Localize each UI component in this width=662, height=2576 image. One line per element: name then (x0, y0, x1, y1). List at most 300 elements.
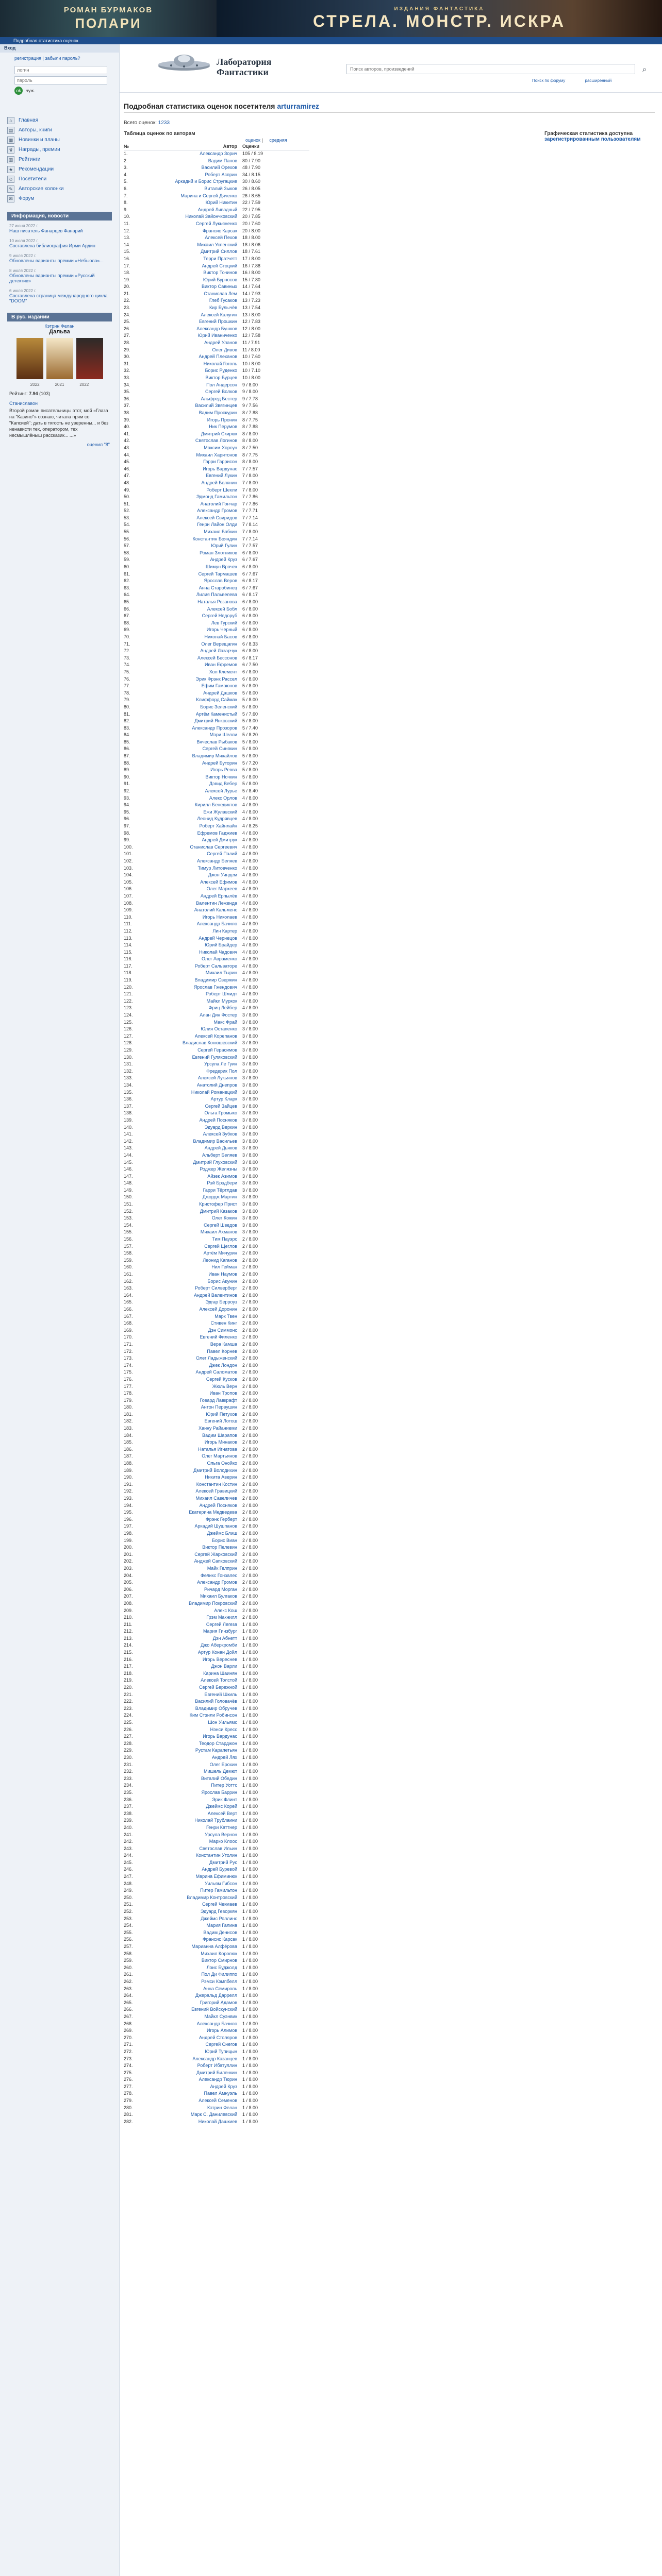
author-link[interactable]: Алексей Калугин (201, 312, 237, 317)
author-link[interactable]: Михаил Ахманов (200, 1229, 237, 1235)
author-link[interactable]: Валентин Леженда (196, 900, 237, 906)
author-link[interactable]: Артур Конан Дойл (197, 1650, 237, 1655)
author-link[interactable]: Сергей Лукьяненко (195, 221, 237, 226)
author-link[interactable]: Роджер Желязны (200, 1166, 237, 1172)
author-link[interactable]: Нил Гейман (211, 1264, 237, 1270)
author-link[interactable]: Лилия Пальвелева (196, 592, 237, 598)
author-link[interactable]: Алексей Ефимов (200, 879, 237, 885)
author-link[interactable]: Кристофер Прист (199, 1201, 237, 1207)
author-link[interactable]: Сергей Шведов (204, 1222, 237, 1228)
author-link[interactable]: Андрей Столяров (198, 2035, 237, 2040)
author-link[interactable]: Роберт Шекли (206, 487, 237, 493)
author-link[interactable]: Дмитрий Биленкин (196, 2070, 237, 2075)
author-link[interactable]: Евгений Шкиль (204, 1691, 237, 1697)
author-link[interactable]: Роберт Асприн (205, 172, 237, 177)
author-link[interactable]: Андрей Дмитрук (202, 837, 237, 843)
author-link[interactable]: Андрей Лазарчук (200, 648, 237, 654)
author-link[interactable]: Джеральд Даррелл (195, 1993, 237, 1998)
author-link[interactable]: Уильям Гибсон (205, 1880, 237, 1886)
author-link[interactable]: Питер Гамильтон (200, 1888, 237, 1893)
menu-item-recommendations[interactable] (7, 164, 112, 174)
author-link[interactable]: Урсула Ле Гуин (204, 1061, 237, 1067)
author-link[interactable]: Шимун Врочек (206, 564, 237, 570)
author-link[interactable]: Андрей Дашков (203, 690, 237, 696)
author-link[interactable]: Екатерина Медведева (189, 1510, 237, 1515)
author-link[interactable]: Пол Ди Филиппо (201, 1972, 237, 1977)
author-link[interactable]: Андрей Чернецов (198, 935, 237, 941)
author-link[interactable]: Алексей Толстой (201, 1677, 237, 1683)
author-link[interactable]: Карина Шаинян (203, 1670, 237, 1676)
news-item[interactable] (9, 289, 110, 303)
author-link[interactable]: Анна Старобинец (198, 585, 237, 590)
author-link[interactable]: Александр Тюрин (198, 2077, 237, 2082)
book-cover[interactable] (76, 338, 103, 379)
author-link[interactable]: Александр Прозоров (192, 725, 237, 731)
author-link[interactable]: Анатолий Кальменс (194, 907, 237, 913)
author-link[interactable]: Хол Клемент (209, 669, 237, 674)
author-link[interactable]: Сергей Жарковский (194, 1551, 237, 1557)
author-link[interactable]: Игорь Пронин (207, 417, 237, 422)
author-link[interactable]: Роберт Хайнлайн (199, 823, 237, 828)
author-link[interactable]: Алексей Доронин (199, 1306, 237, 1312)
author-link[interactable]: Эдгар Берроуз (205, 1299, 237, 1305)
top-banner[interactable] (0, 0, 662, 37)
author-link[interactable]: Майкл Суэнвик (204, 2013, 237, 2019)
author-link[interactable]: Александр Бачило (196, 921, 237, 927)
author-link[interactable]: Николай Зайончковский (185, 214, 237, 219)
author-link[interactable]: Борис Зеленский (200, 704, 237, 709)
author-link[interactable]: Макс Фрай (213, 1019, 237, 1025)
author-link[interactable]: Сергей Снегов (205, 2042, 237, 2047)
news-item[interactable] (9, 239, 110, 248)
author-link[interactable]: Фредерик Пол (206, 1068, 237, 1074)
author-link[interactable]: Марк Твен (214, 1313, 237, 1319)
author-link[interactable]: Марина и Сергей Дяченко (180, 193, 237, 198)
author-link[interactable]: Лоис Буджолд (206, 1964, 237, 1970)
author-link[interactable]: Сергей Чекмаев (202, 1902, 237, 1907)
author-link[interactable]: Игорь Минаков (204, 1439, 237, 1445)
author-link[interactable]: Василий Орехов (201, 165, 237, 171)
author-link[interactable]: Сергей Щеглов (204, 1243, 237, 1249)
author-link[interactable]: Мэри Шелли (209, 732, 237, 738)
author-link[interactable]: Иван Ефремов (204, 662, 237, 668)
news-item[interactable] (9, 224, 110, 233)
author-link[interactable]: Дмитрий Казаков (200, 1208, 237, 1214)
author-link[interactable]: Франсис Карсак (202, 228, 237, 233)
author-link[interactable]: Николай Дашкиев (198, 2119, 237, 2124)
author-link[interactable]: Игорь Вардунас (203, 1734, 237, 1739)
author-link[interactable]: Алексей Гравицкий (195, 1488, 237, 1494)
author-link[interactable]: Александр Казанцев (192, 2056, 237, 2061)
author-link[interactable]: Виктор Савиных (202, 284, 237, 290)
author-link[interactable]: Сергей Недоруб (202, 613, 237, 619)
author-link[interactable]: Игорь Алимов (206, 2028, 237, 2033)
author-link[interactable]: Юрий Никитин (205, 200, 237, 206)
author-link[interactable]: Артур Кларк (210, 1096, 237, 1102)
author-link[interactable]: Дмитрий Силлов (201, 249, 237, 255)
author-link[interactable]: Александр Громов (197, 508, 237, 514)
author-link[interactable]: Ханну Райаниеми (198, 1426, 237, 1431)
author-link[interactable]: Станислав Лем (204, 291, 237, 296)
author-link[interactable]: Алекс Орлов (209, 795, 237, 801)
author-link[interactable]: Виктор Ночкин (205, 774, 237, 779)
site-logo-text[interactable]: Лаборатория Фантастики (217, 57, 272, 77)
author-link[interactable]: Олег Мартьянов (202, 1453, 237, 1459)
author-link[interactable]: Павел Амнуэль (204, 2091, 237, 2096)
search-input[interactable] (346, 64, 635, 74)
author-link[interactable]: Алан Дин Фостер (200, 1012, 237, 1018)
author-link[interactable]: Роберт Ибатуллин (197, 2063, 237, 2069)
author-link[interactable]: Жюль Верн (212, 1383, 237, 1389)
author-link[interactable]: Алексей Семенов (198, 2098, 237, 2104)
author-link[interactable]: Михаил Бабкин (204, 529, 237, 535)
author-link[interactable]: Вадим Панов (208, 158, 237, 163)
author-link[interactable]: Иван Тропов (209, 1391, 237, 1396)
author-link[interactable]: Джеймс Корей (206, 1804, 237, 1809)
author-link[interactable]: Юрий Петухов (206, 1411, 237, 1417)
ad-book[interactable] (9, 324, 110, 335)
author-link[interactable]: Алексей Зубков (203, 1131, 237, 1137)
remember-label[interactable]: чуж. (26, 88, 35, 93)
author-link[interactable]: Алекс Кош (214, 1607, 237, 1613)
banner-ad-right[interactable] (217, 0, 662, 37)
author-link[interactable]: Леонид Каганов (203, 1257, 237, 1263)
news-item[interactable] (9, 253, 110, 263)
author-link[interactable]: Евгений Войскунский (191, 2007, 237, 2012)
author-link[interactable]: Альфред Бестер (201, 396, 237, 401)
forum-search-link[interactable]: Поиск по форуму (532, 78, 566, 83)
author-link[interactable]: Александр Зорич (200, 151, 237, 156)
author-link[interactable]: Терри Пратчетт (203, 256, 237, 261)
author-link[interactable]: Игорь Вереснев (202, 1656, 237, 1662)
author-link[interactable]: Рустам Карапетьян (195, 1748, 237, 1753)
author-link[interactable]: Лин Картер (212, 928, 237, 934)
author-link[interactable]: Андрей Лях (211, 1754, 237, 1760)
ad-title[interactable]: Дальва (49, 329, 70, 335)
author-link[interactable]: Майкл Муркок (206, 998, 237, 1004)
author-link[interactable]: Виталий Обедин (201, 1775, 237, 1781)
author-link[interactable]: Джо Аберкромби (201, 1642, 237, 1648)
author-link[interactable]: Владимир Васильев (193, 1138, 237, 1144)
author-link[interactable]: Марианна Алфёрова (191, 1944, 237, 1949)
author-link[interactable]: Роберт Силверберг (195, 1285, 237, 1291)
sort-by-average[interactable]: средняя (269, 138, 287, 143)
author-link[interactable]: Кэтрин Фелан (207, 2105, 237, 2110)
author-link[interactable]: Наталья Резанова (197, 599, 237, 604)
author-link[interactable]: Александр Беляев (196, 858, 237, 863)
login-input[interactable] (14, 66, 107, 74)
author-link[interactable]: Святослав Логинов (195, 438, 237, 444)
banner-ad-left[interactable] (0, 0, 217, 37)
news-link[interactable]: Наш писатель Фанарцев Фанарий (9, 228, 83, 233)
author-link[interactable]: Джеймс Роллинс (201, 1916, 237, 1921)
author-link[interactable]: Ярослав Гжендович (193, 984, 237, 990)
author-link[interactable]: Николай Басов (204, 634, 237, 639)
author-link[interactable]: Олег Верещагин (201, 641, 237, 647)
sort-by-count[interactable]: оценок (245, 138, 260, 143)
menu-item-awards[interactable] (7, 145, 112, 155)
author-link[interactable]: Алексей Бессонов (197, 655, 237, 660)
author-link[interactable]: Анна Семироль (203, 1986, 237, 1991)
author-link[interactable]: Грэм Макнилл (206, 1615, 237, 1620)
author-link[interactable]: Антон Первушин (201, 1404, 237, 1410)
author-link[interactable]: Дэвид Вебер (209, 781, 237, 787)
author-link[interactable]: Владимир Обручев (195, 1705, 237, 1711)
author-link[interactable]: Рэмси Кэмпбелл (201, 1978, 237, 1984)
menu-item-home[interactable] (7, 115, 112, 125)
author-link[interactable]: Юрий Гулин (211, 543, 237, 549)
author-link[interactable]: Виктор Смирнов (201, 1958, 237, 1963)
author-link[interactable]: Мария Галина (206, 1923, 237, 1928)
book-cover[interactable] (46, 338, 73, 379)
author-link[interactable]: Борис Виан (212, 1537, 237, 1543)
author-link[interactable]: Владимир Свержин (194, 977, 237, 983)
author-link[interactable]: Роман Злотников (200, 550, 237, 555)
author-link[interactable]: Сергей Герасимов (197, 1047, 237, 1053)
author-link[interactable]: Сергей Тармашев (198, 571, 237, 577)
author-link[interactable]: Дмитрий Глуховский (193, 1159, 237, 1165)
author-link[interactable]: Кирилл Бенедиктов (194, 802, 237, 808)
menu-item-columns[interactable] (7, 184, 112, 194)
author-link[interactable]: Сергей Зайцев (205, 1103, 237, 1109)
ufo-logo-icon[interactable] (156, 50, 212, 76)
author-link[interactable]: Шон Уильямс (208, 1720, 237, 1725)
menu-item-authors[interactable] (7, 125, 112, 135)
author-link[interactable]: Андрей Посняков (199, 1502, 237, 1508)
author-link[interactable]: Вадим Денисов (203, 1929, 237, 1935)
author-link[interactable]: Олег Ладыженский (195, 1355, 237, 1361)
author-link[interactable]: Мария Гинзбург (203, 1629, 237, 1634)
author-link[interactable]: Ким Стэнли Робинсон (189, 1713, 237, 1718)
author-link[interactable]: Михаил Королюк (201, 1951, 237, 1956)
author-link[interactable]: Александр Бачило (196, 2021, 237, 2026)
news-link[interactable]: Составлена страница международного цикла "DOOM" (9, 293, 108, 303)
author-link[interactable]: Никита Аверин (205, 1475, 237, 1480)
comment-user[interactable]: Станиславон (9, 401, 38, 406)
author-link[interactable]: Алексей Лурье (205, 788, 237, 794)
advanced-search-link[interactable]: расширенный (585, 78, 612, 83)
author-link[interactable]: Нэнси Кресс (210, 1726, 237, 1732)
author-link[interactable]: Евгений Прошкин (198, 319, 237, 325)
author-link[interactable]: Виктор Бурцев (205, 375, 237, 380)
author-link[interactable]: Лев Гурский (211, 620, 237, 625)
author-link[interactable]: Стивен Кинг (210, 1320, 237, 1326)
author-link[interactable]: Альберт Беляев (202, 1152, 237, 1158)
author-link[interactable]: Сергей Палий (207, 851, 237, 857)
author-link[interactable]: Евгений Лотош (204, 1418, 237, 1424)
author-link[interactable]: Павел Корнев (207, 1348, 237, 1354)
author-link[interactable]: Константин Утолин (195, 1853, 237, 1858)
author-link[interactable]: Андрей Валентинов (194, 1292, 237, 1298)
news-link[interactable]: Составлена библиография Ирми Ардин (9, 243, 95, 248)
author-link[interactable]: Фриц Лейбер (208, 1005, 237, 1011)
author-link[interactable]: Анатолий Гончар (200, 501, 237, 506)
author-link[interactable]: Владимир Михайлов (192, 753, 237, 759)
author-link[interactable]: Юрий Брайдер (205, 942, 237, 948)
author-link[interactable]: Андрей Круз (210, 2083, 237, 2089)
author-link[interactable]: Леонид Кудрявцев (197, 816, 237, 822)
author-link[interactable]: Михаил Савеличев (195, 1496, 237, 1501)
author-link[interactable]: Пол Андерсон (206, 382, 237, 387)
author-link[interactable]: Борис Руденко (205, 368, 237, 374)
author-link[interactable]: Виктор Точинов (203, 270, 237, 276)
author-link[interactable]: Станислав Сергеевич (190, 844, 237, 850)
author-link[interactable]: Игорь Черный (206, 627, 237, 633)
author-link[interactable]: Евгений Филенко (200, 1334, 237, 1340)
author-link[interactable]: Мишель Демют (204, 1769, 237, 1774)
register-links[interactable] (0, 53, 119, 64)
author-link[interactable]: Константин Бояндин (192, 536, 237, 541)
author-link[interactable]: Артём Каменистый (195, 711, 237, 717)
author-link[interactable]: Сергей Бережной (199, 1685, 237, 1690)
author-link[interactable]: Ник Перумов (209, 424, 237, 430)
author-link[interactable]: Михаил Булгаков (200, 1594, 237, 1599)
author-link[interactable]: Джек Лондон (209, 1362, 237, 1368)
author-link[interactable]: Андрей Буторин (202, 760, 237, 766)
author-link[interactable]: Андрей Саломатов (195, 1369, 237, 1375)
author-link[interactable]: Алексей Лукьянов (197, 1075, 237, 1081)
author-link[interactable]: Андрей Ерпылёв (200, 893, 237, 899)
author-link[interactable]: Джон Варли (211, 1664, 237, 1669)
author-link[interactable]: Глеб Гусаков (209, 298, 237, 303)
author-link[interactable]: Игорь Вардунас (203, 466, 237, 471)
author-link[interactable]: Николай Трублаини (194, 1818, 237, 1823)
author-link[interactable]: Владимир Покровский (189, 1600, 237, 1606)
menu-item-ratings[interactable] (7, 155, 112, 164)
author-link[interactable]: Кир Булычёв (209, 305, 237, 311)
author-link[interactable]: Эрик Флинт (212, 1797, 237, 1802)
author-link[interactable]: Андрей Дьяков (204, 1145, 237, 1151)
author-link[interactable]: Сергей Волков (205, 389, 237, 395)
author-link[interactable]: Владислав Конюшевский (183, 1040, 237, 1046)
author-link[interactable]: Андрей Уланов (204, 340, 237, 346)
author-link[interactable]: Василий Головачёв (195, 1699, 237, 1704)
news-link[interactable]: Обновлены варианты премии «Небьюла»... (9, 258, 104, 263)
author-link[interactable]: Феликс Гонзалес (200, 1572, 237, 1578)
register-link[interactable]: регистрация | забыли пароль? (14, 56, 80, 61)
author-link[interactable]: Гарри Тёртлдав (203, 1187, 237, 1193)
password-input[interactable] (14, 76, 107, 84)
author-link[interactable]: Генри Лайон Олди (197, 522, 237, 528)
author-link[interactable]: Айзек Азимов (207, 1173, 237, 1179)
author-link[interactable]: Игорь Ревва (210, 767, 237, 773)
author-link[interactable]: Александр Бушков (196, 326, 237, 331)
author-link[interactable]: Аркадий и Борис Стругацкие (175, 179, 237, 184)
author-link[interactable]: Максим Хорсун (204, 445, 237, 450)
author-link[interactable]: Алексей Бобл (207, 606, 237, 612)
author-link[interactable]: Сергей Легеза (206, 1621, 237, 1627)
book-cover[interactable] (16, 338, 43, 379)
author-link[interactable]: Ричард Морган (204, 1586, 237, 1592)
author-link[interactable]: Михаил Харитонов (196, 452, 237, 457)
author-link[interactable]: Олег Авраменко (202, 956, 237, 962)
author-link[interactable]: Гарри Гаррисон (203, 459, 237, 465)
author-link[interactable]: Ефим Гамаюнов (201, 683, 237, 689)
author-link[interactable]: Сергей Кусков (206, 1376, 237, 1382)
author-link[interactable]: Майк Гелприн (207, 1565, 237, 1571)
author-link[interactable]: Дэн Симмонс (208, 1327, 237, 1333)
author-link[interactable]: Алексей Верт (207, 1810, 237, 1816)
author-link[interactable]: Юрий Иваниченко (197, 333, 237, 338)
author-link[interactable]: Дмитрий Рус (209, 1859, 237, 1865)
author-link[interactable]: Виталий Зыков (204, 185, 237, 191)
author-link[interactable]: Говард Лавкрафт (200, 1397, 237, 1403)
news-item[interactable] (9, 268, 110, 283)
author-link[interactable]: Эрик Фрэнк Рассел (195, 676, 237, 682)
author-link[interactable]: Андрей Плеханов (198, 354, 237, 360)
author-link[interactable]: Джон Уиндем (208, 872, 237, 878)
author-link[interactable]: Дмитрий Володихин (193, 1467, 237, 1473)
author-link[interactable]: Питер Уоттс (211, 1783, 237, 1788)
author-link[interactable]: Дмитрий Янковский (194, 718, 237, 724)
author-link[interactable]: Иван Наумов (208, 1272, 237, 1277)
author-link[interactable]: Марина Ефиминюк (195, 1874, 237, 1879)
author-link[interactable]: Василий Звягинцев (195, 403, 237, 409)
author-link[interactable]: Игорь Николаев (202, 914, 237, 920)
author-link[interactable]: Святослав Ильин (199, 1845, 237, 1851)
author-link[interactable]: Евгений Лукин (206, 473, 237, 479)
author-link[interactable]: Андрей Белянин (201, 480, 237, 485)
author-link[interactable]: Сергей Синякин (202, 746, 237, 752)
author-link[interactable]: Юрий Тупицын (205, 2048, 237, 2054)
author-link[interactable]: Марк С. Данилевский (190, 2112, 237, 2117)
author-link[interactable]: Анатолий Днепров (196, 1082, 237, 1088)
author-link[interactable]: Олег Кожин (211, 1215, 237, 1221)
news-link[interactable]: Обновлены варианты премии «Русский детектив» (9, 273, 95, 283)
author-link[interactable]: Марко Клоос (209, 1839, 237, 1844)
author-link[interactable]: Ольга Онойко (207, 1461, 237, 1466)
menu-item-news[interactable] (7, 135, 112, 145)
author-link[interactable]: Николай Чадович (199, 949, 237, 955)
author-link[interactable]: Дэн Абнетт (212, 1635, 237, 1641)
author-link[interactable]: Алексей Пехов (205, 235, 237, 241)
author-link[interactable]: Константин Костин (196, 1481, 237, 1487)
registered-users-link[interactable]: зарегистрированным пользователям (544, 137, 641, 142)
author-link[interactable]: Эдмонд Гамильтон (196, 494, 237, 500)
author-link[interactable]: Роберт Шмидт (206, 991, 237, 997)
author-link[interactable]: Джордж Мартин (202, 1194, 237, 1200)
author-link[interactable]: Николай Гоголь (203, 361, 237, 366)
author-link[interactable]: Эдуард Геворкян (200, 1909, 237, 1914)
menu-item-forum[interactable] (7, 194, 112, 204)
author-link[interactable]: Эдуард Веркин (204, 1124, 237, 1130)
author-link[interactable]: Урсула Вернон (205, 1832, 237, 1837)
author-link[interactable]: Андрей Буревой (202, 1867, 237, 1872)
author-link[interactable]: Андрей Ливадный (197, 207, 237, 212)
author-link[interactable]: Вячеслав Рыбаков (196, 739, 237, 744)
author-link[interactable]: Олег Маркеев (206, 886, 237, 892)
author-link[interactable]: Клиффорд Саймак (196, 697, 237, 703)
author-link[interactable]: Виктор Пелевин (202, 1545, 237, 1550)
author-link[interactable]: Григорий Адамов (200, 1999, 237, 2005)
author-link[interactable]: Николай Романецкий (191, 1089, 237, 1095)
author-link[interactable]: Тимур Литовченко (197, 865, 237, 871)
author-link[interactable]: Артём Мичурин (203, 1250, 237, 1256)
author-link[interactable]: Ярослав Баррин (201, 1789, 237, 1795)
author-link[interactable]: Юлия Остапенко (201, 1026, 237, 1032)
author-link[interactable]: Рэй Брэдбери (207, 1180, 237, 1186)
author-link[interactable]: Генри Каттнер (206, 1824, 237, 1830)
ad-author[interactable]: Кэтрин Фелан (44, 324, 75, 329)
author-link[interactable]: Александр Громов (197, 1580, 237, 1585)
login-button[interactable]: ok (14, 87, 23, 95)
author-link[interactable]: Юрий Бурносов (203, 277, 237, 282)
author-link[interactable]: Фрэнк Герберт (205, 1516, 237, 1522)
author-link[interactable]: Андрей Посняков (199, 1117, 237, 1123)
author-link[interactable]: Владимир Контровский (187, 1894, 237, 1900)
author-link[interactable]: Аркадий Шушпанов (194, 1523, 237, 1529)
author-link[interactable]: Роберт Сальваторе (194, 963, 237, 969)
